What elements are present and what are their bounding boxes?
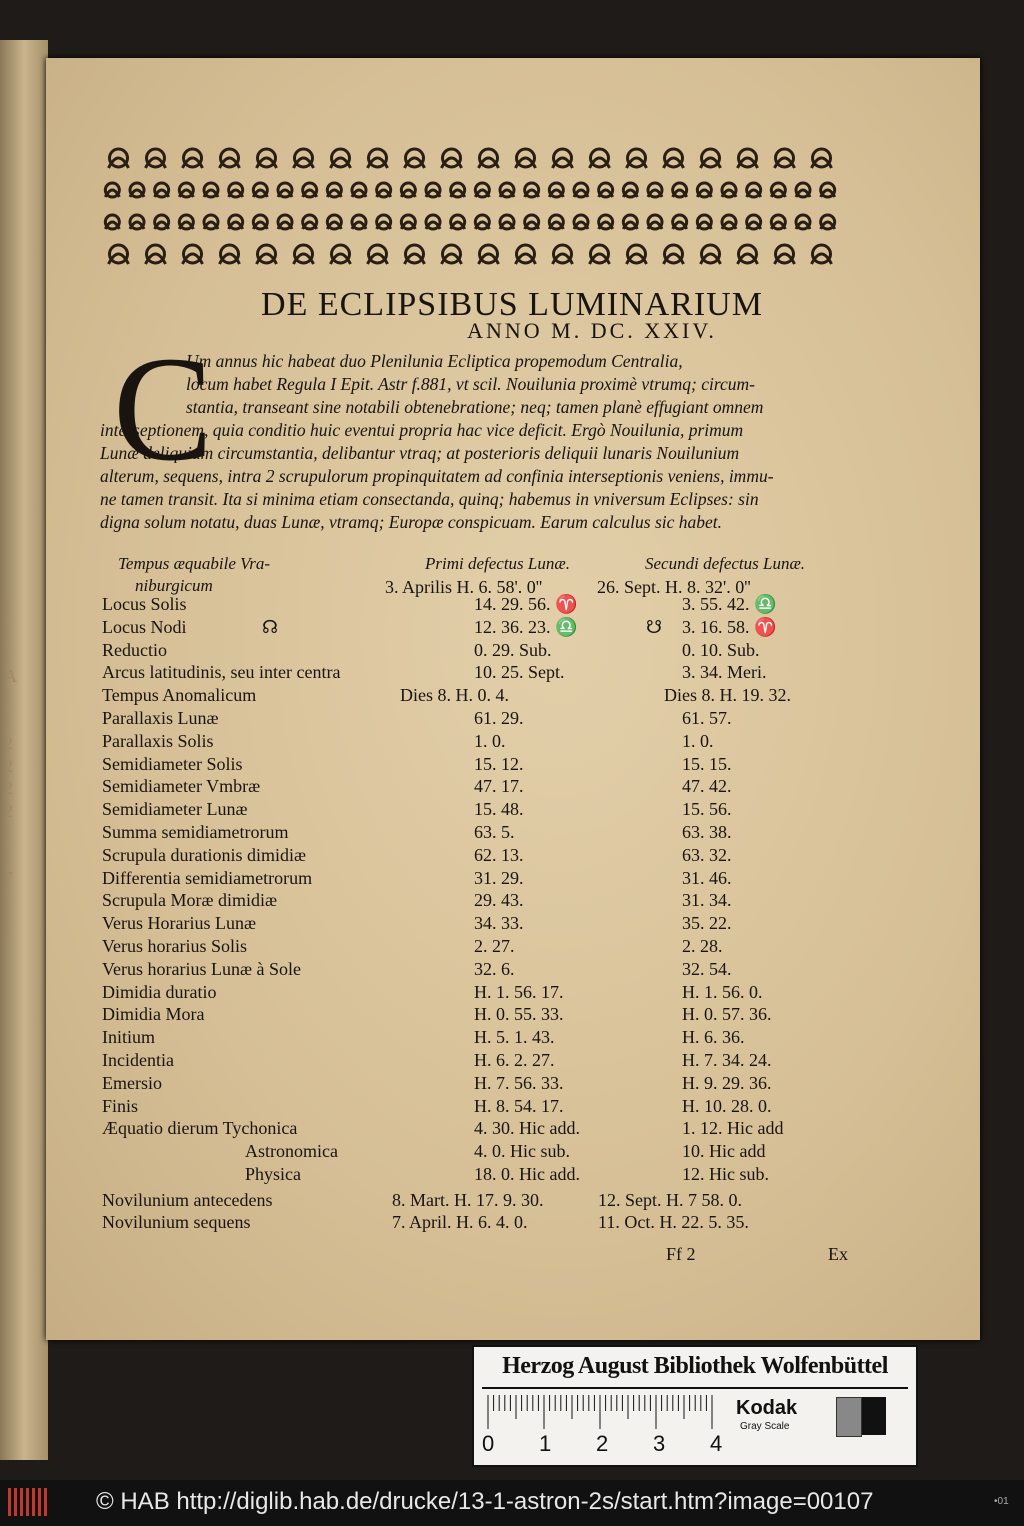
fleuron-icon <box>401 215 415 229</box>
scale-number: 4 <box>710 1431 723 1456</box>
row-value-second-eclipse: H. 6. 36. <box>682 1027 745 1048</box>
row-value-first-eclipse: 63. 5. <box>474 822 515 842</box>
fleuron-icon <box>352 183 366 197</box>
fleuron-icon <box>747 215 761 229</box>
fleuron-icon <box>155 215 169 229</box>
row-label: Verus Horarius Lunæ <box>102 913 256 934</box>
fleuron-icon <box>253 215 267 229</box>
table-row <box>0 1118 1024 1141</box>
row-value-first-eclipse: 14. 29. 56. ♈ <box>474 594 578 614</box>
fleuron-icon <box>130 215 144 229</box>
fleuron-icon <box>722 215 736 229</box>
time-row-col1: 3. Aprilis H. 6. 58'. 0'' <box>385 577 543 597</box>
novilunium-first: 7. April. H. 6. 4. 0. <box>392 1212 528 1232</box>
fleuron-icon <box>146 149 166 168</box>
table-row <box>0 662 1024 685</box>
table-header-col0-line1: Tempus æquabile Vra- <box>118 554 271 573</box>
scale-number: 1 <box>539 1431 552 1456</box>
fleuron-icon <box>109 149 129 168</box>
fleuron-icon <box>377 183 391 197</box>
decorative-headpiece <box>100 140 840 270</box>
margin-mark: I <box>4 688 10 708</box>
novilunium-first: 8. Mart. H. 17. 9. 30. <box>392 1190 544 1210</box>
fleuron-icon <box>549 183 563 197</box>
fleuron-icon <box>553 149 573 168</box>
fleuron-icon <box>590 149 610 168</box>
fleuron-icon <box>331 245 351 264</box>
fleuron-icon <box>220 149 240 168</box>
novilunium-row <box>0 1190 1024 1213</box>
row-label: Summa semidiametrorum <box>102 822 289 842</box>
table-row <box>0 640 1024 663</box>
paragraph-line: ne tamen transit. Ita si minima etiam consectanda, quinq; habemus in vniversum Eclipses: sin <box>100 489 759 509</box>
row-value-first-eclipse: H. 1. 56. 17. <box>474 981 564 1002</box>
row-value-second-eclipse: H. 10. 28. 0. <box>682 1095 772 1116</box>
fleuron-icon <box>257 245 277 264</box>
table-header-col0-line2: niburgicum <box>135 576 213 595</box>
table-header-col2: Secundi defectus Lunæ. <box>645 554 806 573</box>
row-value-second-eclipse: 63. 38. <box>682 822 732 842</box>
fleuron-icon <box>479 149 499 168</box>
page-title: DE ECLIPSIBUS LUMINARIUM <box>261 286 763 323</box>
row-value-second-eclipse: 3. 55. 42. ♎ <box>682 594 777 614</box>
intro-paragraph <box>100 350 850 534</box>
fleuron-icon <box>821 183 835 197</box>
kodak-label: Kodak <box>736 1397 798 1419</box>
fleuron-icon <box>229 215 243 229</box>
table-row <box>0 868 1024 891</box>
fleuron-icon <box>479 245 499 264</box>
fleuron-icon <box>701 245 721 264</box>
fleuron-icon <box>812 245 832 264</box>
row-label: Incidentia <box>102 1050 174 1070</box>
page-subtitle: ANNO M. DC. XXIV. <box>467 318 717 343</box>
fleuron-icon <box>500 215 514 229</box>
row-value-second-eclipse: 63. 32. <box>682 844 732 865</box>
fleuron-icon <box>442 149 462 168</box>
fleuron-icon <box>623 215 637 229</box>
fleuron-icon <box>771 183 785 197</box>
paragraph-line: alterum, sequens, intra 2 scrupulorum propinquitatem ad confinia interseptionis veniens, immu- <box>100 466 774 486</box>
fleuron-icon <box>183 149 203 168</box>
fleuron-icon <box>303 183 317 197</box>
row-value-first-eclipse: 4. 0. Hic sub. <box>474 1141 570 1162</box>
row-value-first-eclipse: 15. 48. <box>474 799 524 820</box>
table-row <box>0 685 1024 708</box>
row-value-first-eclipse: 4. 30. Hic add. <box>474 1118 580 1139</box>
fleuron-icon <box>442 245 462 264</box>
paragraph-line: interseptionem, quia conditio huic eventui propria hac vice deficit. Ergò Nouilunia, primum <box>100 420 744 440</box>
fleuron-icon <box>525 183 539 197</box>
row-value-second-eclipse: 61. 57. <box>682 708 732 728</box>
table-row <box>0 1073 1024 1096</box>
row-label: Novilunium sequens <box>102 1212 251 1232</box>
row-value-first-eclipse: H. 6. 2. 27. <box>474 1050 555 1070</box>
fleuron-icon <box>648 215 662 229</box>
row-label: Verus horarius Lunæ à Sole <box>102 958 301 979</box>
row-label: Semidiameter Vmbræ <box>102 776 261 797</box>
row-value-first-eclipse: H. 0. 55. 33. <box>474 1004 564 1025</box>
fleuron-icon <box>549 215 563 229</box>
row-value-first-eclipse: 1. 0. <box>474 730 506 751</box>
row-label: Scrupula durationis dimidiæ <box>102 844 306 865</box>
scale-number: 2 <box>596 1431 609 1456</box>
row-label: Semidiameter Lunæ <box>102 799 248 820</box>
fleuron-icon <box>155 183 169 197</box>
fleuron-icon <box>146 245 166 264</box>
gray-scale-label: Gray Scale <box>740 1421 790 1432</box>
row-value-first-eclipse: 15. 12. <box>474 753 524 774</box>
margin-mark: I <box>4 598 10 618</box>
fleuron-icon <box>451 183 465 197</box>
fleuron-icon <box>451 215 465 229</box>
table-row <box>0 936 1024 959</box>
margin-mark: I <box>4 890 10 911</box>
table-row <box>0 731 1024 754</box>
fleuron-icon <box>796 183 810 197</box>
novilunium-second: 12. Sept. H. 7 58. 0. <box>598 1190 742 1210</box>
fleuron-icon <box>327 215 341 229</box>
fleuron-icon <box>673 183 687 197</box>
table-row <box>0 1004 1024 1027</box>
fleuron-icon <box>130 183 144 197</box>
scale-number: 3 <box>653 1431 666 1456</box>
fleuron-icon <box>331 149 351 168</box>
margin-mark: I <box>4 823 10 843</box>
fleuron-icon <box>426 183 440 197</box>
fleuron-icon <box>303 215 317 229</box>
table-row <box>0 890 1024 913</box>
row-value-first-eclipse: 18. 0. Hic add. <box>474 1164 580 1184</box>
fleuron-icon <box>775 245 795 264</box>
row-label: Physica <box>245 1164 301 1184</box>
row-value-first-eclipse: 0. 29. Sub. <box>474 639 552 660</box>
black-swatch <box>862 1397 886 1435</box>
fleuron-icon <box>525 215 539 229</box>
row-value-first-eclipse: 47. 17. <box>474 776 524 797</box>
row-value-first-eclipse: 31. 29. <box>474 867 524 888</box>
fleuron-icon <box>405 149 425 168</box>
fleuron-icon <box>771 215 785 229</box>
scale-number: 0 <box>482 1431 495 1456</box>
novilunium-row <box>0 1212 1024 1235</box>
fleuron-icon <box>775 149 795 168</box>
margin-mark: I <box>4 710 10 731</box>
fleuron-icon <box>179 215 193 229</box>
fleuron-icon <box>673 215 687 229</box>
row-value-second-eclipse: H. 7. 34. 24. <box>682 1050 772 1070</box>
row-label: Differentia semidiametrorum <box>102 867 313 888</box>
row-value-second-eclipse: 1. 0. <box>682 730 714 751</box>
drop-capital: C <box>113 326 214 492</box>
row-label: Verus horarius Solis <box>102 936 247 956</box>
fleuron-icon <box>183 245 203 264</box>
row-label: Parallaxis Solis <box>102 730 214 751</box>
fleuron-icon <box>697 215 711 229</box>
fleuron-icon <box>516 149 536 168</box>
margin-mark: A <box>4 665 17 686</box>
margin-mark: I <box>4 643 10 663</box>
hab-logo-icon <box>6 1484 48 1520</box>
row-value-second-eclipse: 32. 54. <box>682 958 732 979</box>
row-label: Locus Nodi <box>102 616 187 637</box>
table-row <box>0 959 1024 982</box>
table-row <box>0 776 1024 799</box>
margin-mark: 2 <box>4 800 13 821</box>
fleuron-icon <box>722 183 736 197</box>
footer-citation-link[interactable]: © HAB http://diglib.hab.de/drucke/13-1-astron-2s/start.htm?image=00107 <box>96 1488 874 1515</box>
row-value-second-eclipse: 35. 22. <box>682 913 732 934</box>
row-value-first-eclipse: 34. 33. <box>474 913 524 934</box>
table-row <box>0 799 1024 822</box>
paragraph-line: digna solum notatu, duas Lunæ, vtramq; Europæ conspicuam. Earum calculus sic habet. <box>100 512 723 532</box>
signature-mark: Ff 2 <box>666 1244 696 1264</box>
row-value-first-eclipse: 32. 6. <box>474 958 515 979</box>
row-label: Semidiameter Solis <box>102 753 243 774</box>
scale-ruler <box>484 1395 716 1431</box>
row-value-second-eclipse: 12. Hic sub. <box>682 1164 769 1184</box>
row-label: Initium <box>102 1027 155 1048</box>
fleuron-icon <box>574 183 588 197</box>
fleuron-icon <box>812 149 832 168</box>
row-label: Astronomica <box>245 1141 338 1162</box>
margin-mark: 2 <box>4 733 13 753</box>
fleuron-icon <box>179 183 193 197</box>
row-label: Reductio <box>102 639 167 660</box>
row-value-second-eclipse: 1. 12. Hic add <box>682 1118 784 1139</box>
row-value-first-eclipse: 61. 29. <box>474 708 524 728</box>
row-value-second-eclipse: Dies 8. H. 19. 32. <box>664 685 791 706</box>
fleuron-icon <box>105 183 119 197</box>
table-row <box>0 845 1024 868</box>
fleuron-icon <box>405 245 425 264</box>
fleuron-icon <box>553 245 573 264</box>
margin-mark: I <box>4 845 10 866</box>
paragraph-line: locum habet Regula I Epit. Astr f.881, vt scil. Nouilunia proximè vtrumq; circum- <box>186 374 755 394</box>
row-value-first-eclipse: 10. 25. Sept. <box>474 662 565 683</box>
margin-mark: I <box>4 620 10 641</box>
row-label: Locus Solis <box>102 594 187 614</box>
margin-mark: 2 <box>4 778 13 798</box>
fleuron-icon <box>648 183 662 197</box>
row-label: Dimidia Mora <box>102 1004 205 1025</box>
row-value-second-eclipse: H. 9. 29. 36. <box>682 1072 772 1093</box>
table-row <box>0 913 1024 936</box>
row-label: Tempus Anomalicum <box>102 685 257 706</box>
fleuron-icon <box>701 149 721 168</box>
fleuron-icon <box>590 245 610 264</box>
node-symbol: ☊ <box>262 616 278 637</box>
fleuron-icon <box>294 245 314 264</box>
fleuron-icon <box>294 149 314 168</box>
row-label: Scrupula Moræ dimidiæ <box>102 890 277 911</box>
fleuron-icon <box>821 215 835 229</box>
fleuron-icon <box>599 183 613 197</box>
fleuron-icon <box>368 149 388 168</box>
row-value-first-eclipse: H. 5. 1. 43. <box>474 1027 555 1048</box>
fleuron-icon <box>368 245 388 264</box>
row-value-first-eclipse: 12. 36. 23. ♎ <box>474 616 578 637</box>
fleuron-icon <box>697 183 711 197</box>
paragraph-line: Um annus hic habeat duo Plenilunia Ecliptica propemodum Centralia, <box>186 351 683 371</box>
fleuron-icon <box>664 149 684 168</box>
table-row <box>0 617 1024 640</box>
row-value-second-eclipse: 3. 34. Meri. <box>682 662 767 683</box>
row-value-second-eclipse: H. 0. 57. 36. <box>682 1004 772 1025</box>
fleuron-icon <box>738 245 758 264</box>
fleuron-icon <box>664 245 684 264</box>
row-label: Arcus latitudinis, seu inter centra <box>102 662 341 683</box>
row-value-second-eclipse: 2. 28. <box>682 936 723 956</box>
row-value-first-eclipse: H. 7. 56. 33. <box>474 1072 564 1093</box>
row-value-first-eclipse: Dies 8. H. 0. 4. <box>400 685 509 706</box>
row-value-second-eclipse: 15. 56. <box>682 799 732 820</box>
table-row <box>0 1096 1024 1119</box>
row-value-second-eclipse: 47. 42. <box>682 776 732 797</box>
catchword: Ex <box>828 1244 848 1264</box>
fleuron-icon <box>220 245 240 264</box>
row-value-second-eclipse: H. 1. 56. 0. <box>682 981 763 1002</box>
library-name: Herzog August Bibliothek Wolfenbüttel <box>502 1353 888 1379</box>
row-value-first-eclipse: H. 8. 54. 17. <box>474 1095 564 1116</box>
row-value-first-eclipse: 2. 27. <box>474 936 515 956</box>
fleuron-icon <box>377 215 391 229</box>
fleuron-icon <box>574 215 588 229</box>
fleuron-icon <box>500 183 514 197</box>
row-label: Emersio <box>102 1072 162 1093</box>
gray-swatch <box>836 1397 862 1437</box>
table-row <box>0 708 1024 731</box>
fleuron-icon <box>352 215 366 229</box>
fleuron-icon <box>627 149 647 168</box>
fleuron-icon <box>475 215 489 229</box>
fleuron-icon <box>516 245 536 264</box>
row-value-second-eclipse: 31. 34. <box>682 890 732 911</box>
row-value-first-eclipse: 62. 13. <box>474 844 524 865</box>
paragraph-line: Lunæ deliquium circumstantia, delibantur vtraq; at posterioris deliquii lunaris Nouilunium <box>100 443 740 463</box>
table-row <box>0 822 1024 845</box>
table-row <box>0 1050 1024 1073</box>
fleuron-icon <box>738 149 758 168</box>
row-label: Finis <box>102 1095 139 1116</box>
footer-dots: •01 <box>994 1496 1009 1507</box>
fleuron-icon <box>747 183 761 197</box>
divider <box>482 1387 908 1389</box>
fleuron-icon <box>426 215 440 229</box>
fleuron-icon <box>278 215 292 229</box>
fleuron-icon <box>229 183 243 197</box>
table-row <box>0 754 1024 777</box>
margin-mark: 2 <box>4 755 13 776</box>
table-row <box>0 982 1024 1005</box>
row-label: Novilunium antecedens <box>102 1190 273 1210</box>
row-label: Æquatio dierum Tychonica <box>102 1118 298 1139</box>
margin-mark: 7 <box>4 868 13 888</box>
table-header-col1: Primi defectus Lunæ. <box>425 554 570 573</box>
row-label: Parallaxis Lunæ <box>102 708 219 728</box>
fleuron-icon <box>109 245 129 264</box>
fleuron-icon <box>627 245 647 264</box>
fleuron-icon <box>204 183 218 197</box>
fleuron-icon <box>327 183 341 197</box>
fleuron-icon <box>475 183 489 197</box>
row-value-first-eclipse: 29. 43. <box>474 890 524 911</box>
row-label: Dimidia duratio <box>102 981 217 1002</box>
fleuron-icon <box>257 149 277 168</box>
novilunium-second: 11. Oct. H. 22. 5. 35. <box>598 1212 749 1232</box>
fleuron-icon <box>253 183 267 197</box>
row-value-second-eclipse: 10. Hic add <box>682 1141 766 1162</box>
row-value-second-eclipse: 15. 15. <box>682 753 732 774</box>
time-row-col2: 26. Sept. H. 8. 32'. 0'' <box>597 577 751 597</box>
table-row <box>0 594 1024 617</box>
row-value-second-eclipse: 0. 10. Sub. <box>682 639 760 660</box>
fleuron-icon <box>796 215 810 229</box>
fleuron-icon <box>599 215 613 229</box>
row-value-second-eclipse: 3. 16. 58. ♈ <box>682 616 777 637</box>
fleuron-icon <box>204 215 218 229</box>
fleuron-icon <box>623 183 637 197</box>
node-symbol-second: ☋ <box>646 616 662 637</box>
table-row <box>0 1164 1024 1187</box>
library-color-target <box>472 1345 918 1467</box>
fleuron-icon <box>401 183 415 197</box>
table-row <box>0 1141 1024 1164</box>
fleuron-icon <box>278 183 292 197</box>
table-row <box>0 1027 1024 1050</box>
row-value-second-eclipse: 31. 46. <box>682 867 732 888</box>
fleuron-icon <box>105 215 119 229</box>
paragraph-line: stantia, transeant sine notabili obtenebratione; neq; tamen planè effugiant omnem <box>186 397 764 417</box>
margin-mark: I <box>4 913 10 933</box>
